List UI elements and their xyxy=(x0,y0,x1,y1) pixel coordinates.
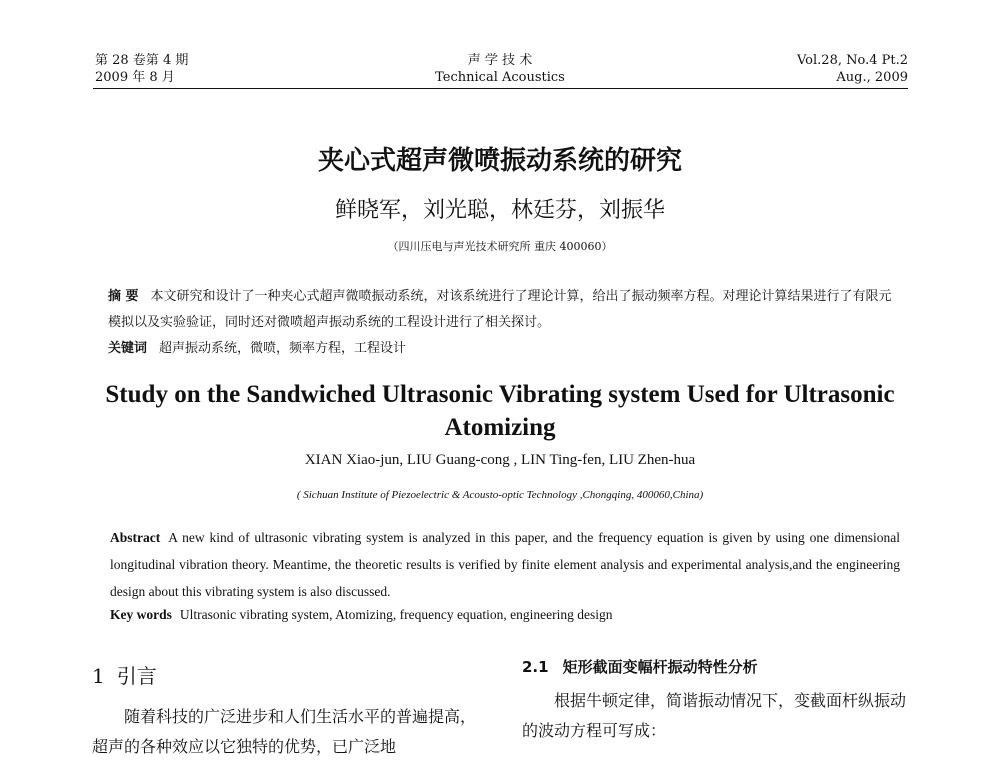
journal-volume: 第 28 卷第 4 期 xyxy=(95,53,189,68)
section-1-title: 引言 xyxy=(116,664,157,688)
journal-issue-en xyxy=(797,52,908,86)
section-2-1-title: 矩形截面变幅杆振动特性分析 xyxy=(562,658,758,676)
abstract-en-text: A new kind of ultrasonic vibrating system is analyzed in this paper, and the frequency equation is given by using one dimensional longitudinal vibration theory. Meantime, the theoretic results is verified by finite element analysis and experimental analysis,and the engineering design about this vibrating system is also discussed. xyxy=(110,530,900,599)
section-2-1-heading xyxy=(522,656,758,677)
abstract-en xyxy=(110,524,900,605)
keywords-en-text: Ultrasonic vibrating system, Atomizing, frequency equation, engineering design xyxy=(179,607,613,622)
abstract-cn-label: 摘 要 xyxy=(108,289,139,304)
journal-name-en: Technical Acoustics xyxy=(435,70,565,85)
header-rule xyxy=(93,88,908,89)
section-1-number: 1 xyxy=(92,664,105,688)
affiliation-cn: （四川压电与声光技术研究所 重庆 400060） xyxy=(387,240,613,253)
section-2-1-paragraph: 根据牛顿定律，简谐振动情况下，变截面杆纵振动的波动方程可写成： xyxy=(522,691,907,740)
left-column xyxy=(92,702,487,762)
abstract-en-label: Abstract xyxy=(110,530,161,545)
section-1-paragraph: 随着科技的广泛进步和人们生活水平的普遍提高，超声的各种效应以它独特的优势，已广泛地 xyxy=(92,707,477,756)
journal-date: 2009 年 8 月 xyxy=(95,70,175,85)
journal-date-en: Aug., 2009 xyxy=(836,70,908,85)
authors-cn: 鲜晓军，刘光聪，林廷芬，刘振华 xyxy=(334,198,665,223)
journal-name-cn: 声 学 技 术 xyxy=(467,53,533,68)
affiliation-en: ( Sichuan Institute of Piezoelectric & Acousto-optic Technology ,Chongqing, 400060,China) xyxy=(296,489,704,501)
abstract-cn xyxy=(108,284,898,336)
keywords-en xyxy=(110,605,900,625)
abstract-cn-text: 本文研究和设计了一种夹心式超声微喷振动系统，对该系统进行了理论计算，给出了振动频率方程。对理论计算结果进行了有限元模拟以及实验验证，同时还对微喷超声振动系统的工程设计进行了相关探讨。 xyxy=(108,289,892,330)
right-column xyxy=(522,686,917,746)
paper-title-en: Study on the Sandwiched Ultrasonic Vibrating system Used for Ultrasonic Atomizing xyxy=(105,381,895,441)
keywords-cn-label: 关键词 xyxy=(108,341,148,356)
paper-title-cn: 夹心式超声微喷振动系统的研究 xyxy=(317,146,682,176)
keywords-en-label: Key words xyxy=(110,607,172,622)
keywords-cn-text: 超声振动系统，微喷，频率方程，工程设计 xyxy=(159,341,407,356)
section-1-heading xyxy=(92,660,157,689)
authors-en: XIAN Xiao-jun, LIU Guang-cong , LIN Ting-fen, LIU Zhen-hua xyxy=(304,452,696,468)
keywords-cn xyxy=(108,336,898,362)
journal-volume-en: Vol.28, No.4 Pt.2 xyxy=(796,53,908,68)
section-2-1-number: 2.1 xyxy=(522,658,549,676)
